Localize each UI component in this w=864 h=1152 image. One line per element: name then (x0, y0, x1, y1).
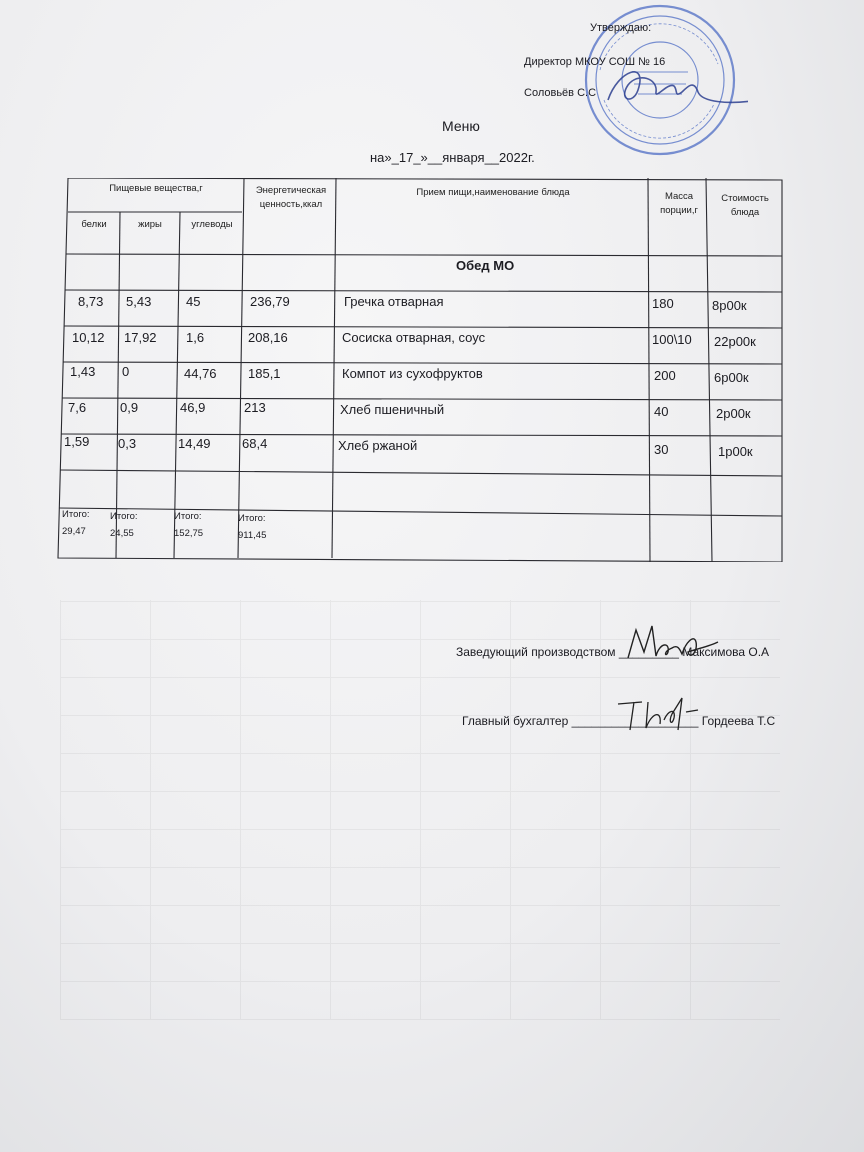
header-meal: Прием пищи,наименование блюда (416, 187, 570, 198)
accountant-blank: ___________________ (571, 714, 699, 728)
table-row-2-dish: Сосиска отварная, соус (342, 330, 486, 345)
header-nutrients: Пищевые вещества,г (109, 183, 203, 194)
header-proteins: белки (81, 219, 107, 230)
total-fats (110, 508, 138, 542)
table-row-2-carbs: 1,6 (186, 330, 205, 345)
accountant-signature-scribble (612, 692, 704, 736)
production-name: Максимова О.А (682, 645, 770, 659)
table-row-2-proteins: 10,12 (72, 330, 105, 345)
table-row-3-energy: 185,1 (248, 366, 281, 381)
header-cost: Стоимость блюда (721, 193, 769, 218)
accountant-name: Гордеева Т.С (701, 714, 776, 728)
table-row-4-proteins: 7,6 (68, 400, 87, 415)
accountant-label: Главный бухгалтер (462, 714, 569, 728)
table-row-2-mass: 100\10 (652, 332, 692, 347)
menu-date: на»_17_»__января__2022г. (370, 150, 535, 165)
header-fats: жиры (138, 219, 162, 230)
table-row-5-cost: 1р00к (718, 444, 753, 459)
total-fats-label: Итого: (110, 511, 138, 522)
table-row-5-dish: Хлеб ржаной (338, 438, 418, 453)
table-row-4-mass: 40 (654, 404, 669, 419)
table-row-5-mass: 30 (654, 442, 669, 457)
menu-table (52, 178, 784, 562)
table-row-3-proteins: 1,43 (70, 364, 96, 379)
production-blank: _________ (618, 645, 679, 659)
table-row-5-energy: 68,4 (242, 436, 268, 451)
table-row-4-energy: 213 (244, 400, 266, 415)
table-row-1-carbs: 45 (186, 294, 201, 309)
table-row-1-dish: Гречка отварная (344, 294, 444, 309)
table-row-2-cost: 22р00к (714, 334, 756, 349)
header-carbs: углеводы (191, 219, 233, 230)
table-row-1-proteins: 8,73 (78, 294, 104, 309)
section-title: Обед МО (456, 258, 515, 273)
table-row-3-dish: Компот из сухофруктов (342, 366, 483, 381)
total-carbs-label: Итого: (174, 511, 202, 522)
header-energy: Энергетическая ценность,ккал (255, 185, 327, 210)
table-row-4-cost: 2р00к (716, 406, 751, 421)
total-energy-value: 911,45 (238, 530, 267, 541)
table-row-4-fats: 0,9 (120, 400, 139, 415)
table-row-2-energy: 208,16 (248, 330, 288, 345)
table-row-1-cost: 8р00к (712, 298, 747, 313)
table-row-3-cost: 6р00к (714, 370, 749, 385)
table-row-1-mass: 180 (652, 296, 674, 311)
table-row-3-mass: 200 (654, 368, 676, 383)
director-title: Директор МКОУ СОШ № 16 (524, 56, 666, 68)
director-name: Соловьёв С.С (524, 87, 597, 99)
table-row-5-carbs: 14,49 (178, 436, 211, 451)
total-proteins-value: 29,47 (62, 526, 86, 537)
total-carbs (174, 508, 203, 542)
total-proteins-label: Итого: (62, 509, 90, 520)
total-energy (238, 510, 266, 544)
total-fats-value: 24,55 (110, 528, 134, 539)
table-row-1-fats: 5,43 (126, 294, 152, 309)
total-energy-label: Итого: (238, 513, 266, 524)
table-row-2-fats: 17,92 (124, 330, 157, 345)
total-proteins (62, 506, 90, 540)
table-row-1-energy: 236,79 (250, 294, 290, 309)
approval-label: Утверждаю: (590, 22, 652, 34)
table-row-5-proteins: 1,59 (64, 434, 90, 449)
table-row-4-dish: Хлеб пшеничный (340, 402, 445, 417)
menu-title: Меню (442, 118, 480, 134)
table-row-3-carbs: 44,76 (184, 366, 217, 381)
table-row-4-carbs: 46,9 (180, 400, 206, 415)
table-row-3-fats: 0 (122, 364, 130, 379)
table-row-5-fats: 0,3 (118, 436, 137, 451)
header-mass: Масса порции,г (660, 191, 698, 216)
total-carbs-value: 152,75 (174, 528, 204, 539)
production-label: Заведующий производством (456, 645, 616, 659)
production-signature-scribble (610, 612, 720, 664)
